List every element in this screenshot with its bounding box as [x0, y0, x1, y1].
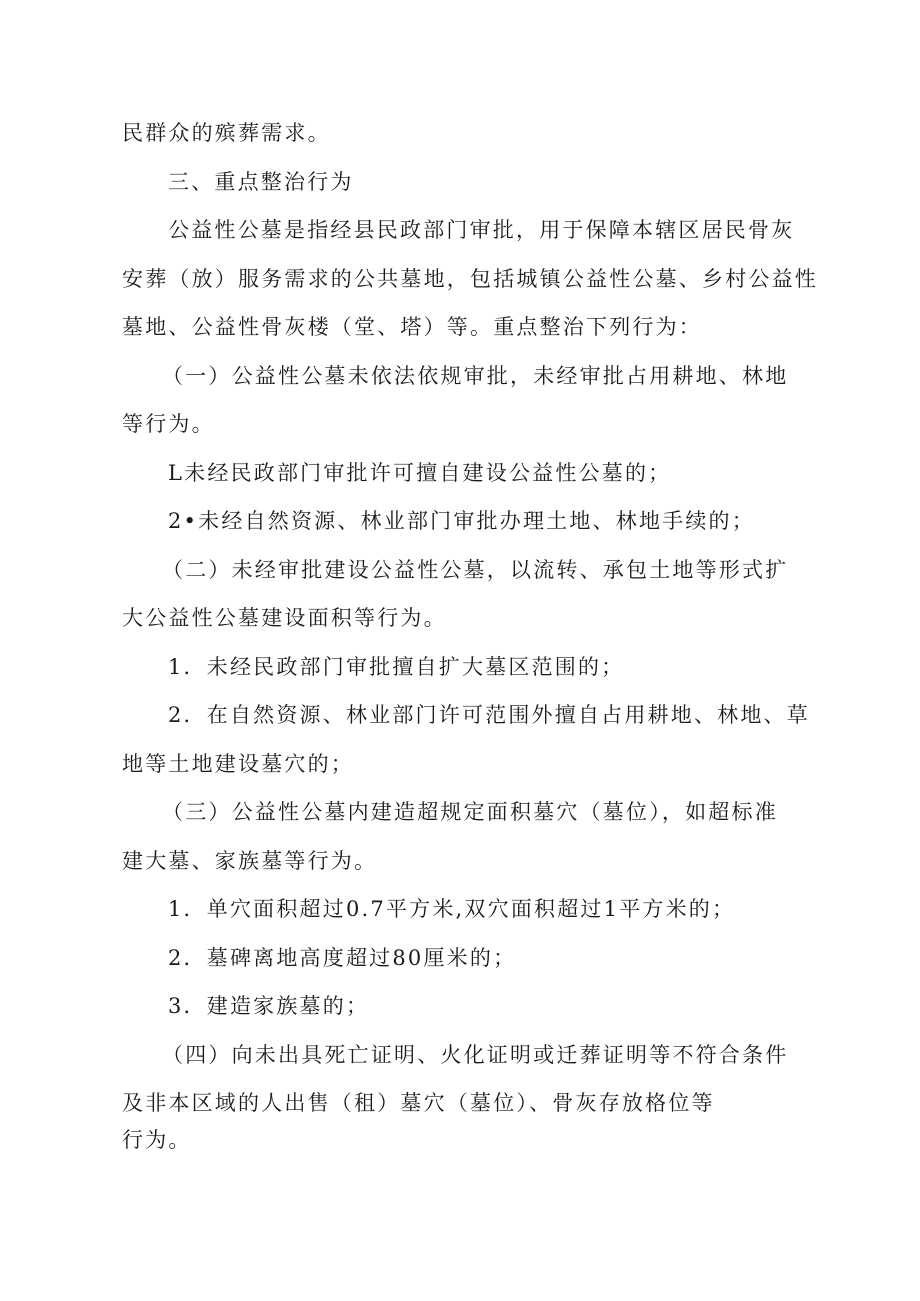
- list-item: 1．单穴面积超过0.7平方米,双穴面积超过1平方米的；: [168, 897, 736, 921]
- subsection-heading: （四）向未出具死亡证明、火化证明或迁葬证明等不符合条件: [162, 1043, 789, 1067]
- paragraph-line: 及非本区域的人出售（租）墓穴（墓位）、骨灰存放格位等: [122, 1091, 715, 1115]
- list-item: 3．建造家族墓的；: [168, 994, 370, 1018]
- subsection-heading: （一）公益性公墓未依法依规审批，未经审批占用耕地、林地: [162, 364, 789, 388]
- paragraph-line: 公益性公墓是指经县民政部门审批，用于保障本辖区居民骨灰: [168, 218, 795, 242]
- paragraph-line: 墓地、公益性骨灰楼（堂、塔）等。重点整治下列行为：: [122, 315, 702, 339]
- list-item: 2．墓碑离地高度超过80厘米的；: [168, 946, 517, 970]
- subsection-heading: （三）公益性公墓内建造超规定面积墓穴（墓位），如超标准: [162, 800, 778, 824]
- paragraph-line: 安葬（放）服务需求的公共墓地，包括城镇公益性公墓、乡村公益性: [122, 267, 818, 291]
- paragraph-line: 建大墓、家族墓等行为。: [122, 849, 378, 873]
- list-item: L未经民政部门审批许可擅自建设公益性公墓的；: [168, 461, 672, 485]
- paragraph-line: 等行为。: [122, 412, 215, 436]
- list-item: 2•未经自然资源、林业部门审批办理土地、林地手续的；: [168, 509, 755, 533]
- section-heading: 三、重点整治行为: [168, 170, 354, 194]
- list-item: 2．在自然资源、林业部门许可范围外擅自占用耕地、林地、草: [168, 703, 810, 727]
- subsection-heading: （二）未经审批建设公益性公墓，以流转、承包土地等形式扩: [162, 558, 789, 582]
- paragraph-line: 大公益性公墓建设面积等行为。: [122, 606, 447, 630]
- paragraph-line: 民群众的殡葬需求。: [122, 121, 331, 145]
- paragraph-line: 行为。: [122, 1128, 192, 1152]
- paragraph-line: 地等土地建设墓穴的；: [122, 752, 354, 776]
- list-item: 1．未经民政部门审批擅自扩大墓区范围的；: [168, 655, 625, 679]
